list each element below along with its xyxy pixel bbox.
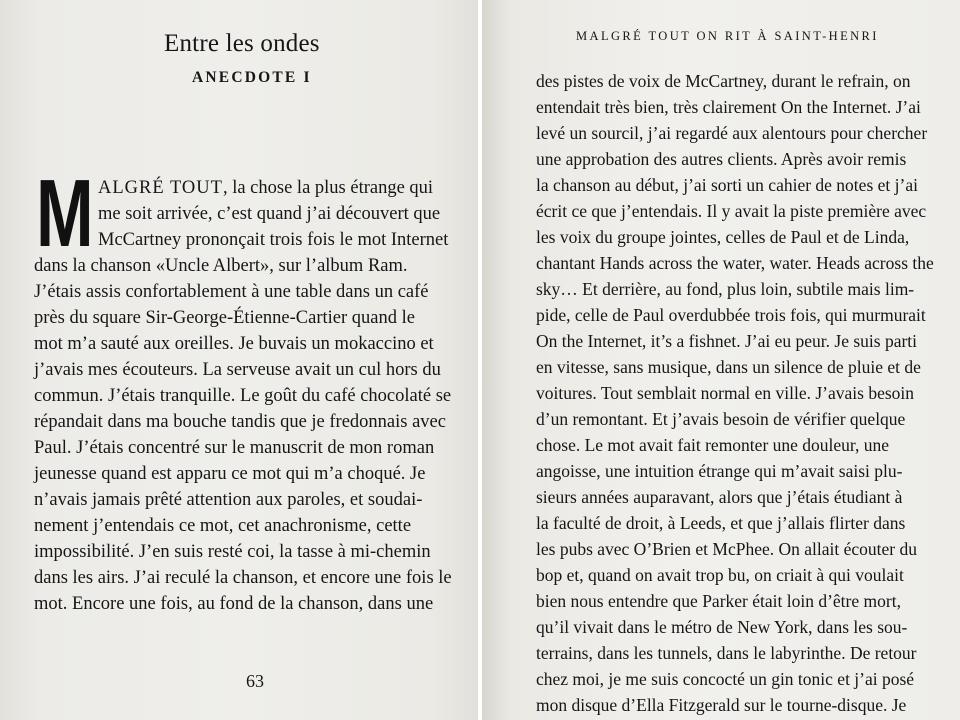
right-line-16: angoisse, une intuition étrange qui m’avait saisi plu- (536, 461, 903, 481)
right-line-14: d’un remontant. Et j’avais besoin de vérifier quelque (536, 409, 906, 429)
left-line-2: me soit arrivée, c’est quand j’ai découvert que (98, 204, 441, 224)
right-line-22: qu’il vivait dans le métro de New York, dans les sou- (536, 617, 908, 637)
right-line-12: en vitesse, sans musique, dans un silence de pluie et de (536, 357, 921, 377)
left-line-16: dans les airs. J’ai reculé la chanson, et encore une fois le (34, 568, 452, 588)
left-line-12: jeunesse quand est apparu ce mot qui m’a choqué. Je (34, 464, 426, 484)
right-line-4: une approbation des autres clients. Après avoir remis (536, 149, 907, 169)
right-line-11: On the Internet, it’s a fishnet. J’ai eu peur. Je suis parti (536, 331, 918, 351)
right-line-20: bop et, quand on avait trop bu, on criait à qui voulait (536, 565, 904, 585)
right-line-25: mon disque d’Ella Fitzgerald sur le tourne-disque. Je (536, 695, 907, 715)
left-line-15: impossibilité. J’en suis resté coi, la tasse à mi-chemin (34, 542, 431, 562)
drop-cap: M (36, 160, 94, 267)
left-line-14: nement j’entendais ce mot, cet anachronisme, cette (34, 516, 412, 536)
left-line-8: j’avais mes écouteurs. La serveuse avait un cul hors du (34, 360, 441, 380)
right-line-2: entendait très bien, très clairement On the Internet. J’ai (536, 97, 921, 117)
lead-smallcaps: ALGRÉ TOUT (98, 178, 223, 198)
right-line-15: chose. Le mot avait fait remonter une douleur, une (536, 435, 890, 455)
left-line-1-text: , la chose la plus étrange qui (222, 178, 434, 198)
right-line-10: pide, celle de Paul overdubbée trois fois, qui murmurait (536, 305, 926, 325)
right-line-6: écrit ce que j’entendais. Il y avait la piste première avec (536, 201, 927, 221)
chapter-subtitle: ANECDOTE I (192, 69, 312, 86)
right-line-13: voitures. Tout semblait normal en ville. J’avais besoin (536, 383, 915, 403)
left-line-4: dans la chanson «Uncle Albert», sur l’album Ram. (34, 256, 408, 276)
left-line-9: commun. J’étais tranquille. Le goût du café chocolaté se (34, 386, 452, 406)
right-line-19: les pubs avec O’Brien et McPhee. On allait écouter du (536, 539, 917, 559)
left-line-6: près du square Sir-George-Étienne-Cartier quand le (34, 308, 415, 328)
right-line-5: la chanson au début, j’ai sorti un cahier de notes et j’ai (536, 175, 918, 195)
right-line-18: la faculté de droit, à Leeds, et que j’allais flirter dans (536, 513, 906, 533)
left-line-10: répandait dans ma bouche tandis que je fredonnais avec (34, 412, 446, 432)
left-line-17: mot. Encore une fois, au fond de la chanson, dans une (34, 594, 434, 614)
right-line-3: levé un sourcil, j’ai regardé aux alentours pour chercher (536, 123, 928, 143)
left-line-11: Paul. J’étais concentré sur le manuscrit de mon roman (34, 438, 435, 458)
right-line-9: sky… Et derrière, au fond, plus loin, subtile mais lim- (536, 279, 915, 299)
right-line-21: bien nous entendre que Parker était loin d’être mort, (536, 591, 901, 611)
running-head: MALGRÉ TOUT ON RIT À SAINT-HENRI (576, 29, 879, 43)
right-line-8: chantant Hands across the water, water. Heads across the (536, 253, 934, 273)
left-line-1 (98, 175, 478, 201)
page-number: 63 (246, 671, 264, 691)
chapter-title: Entre les ondes (164, 30, 320, 57)
right-line-17: sieurs années auparavant, alors que j’étais étudiant à (536, 487, 903, 507)
left-line-3: McCartney prononçait trois fois le mot Internet (98, 230, 449, 250)
left-line-7: mot m’a sauté aux oreilles. Je buvais un mokaccino et (34, 334, 434, 354)
right-line-7: les voix du groupe jointes, celles de Paul et de Linda, (536, 227, 910, 247)
right-line-1: des pistes de voix de McCartney, durant le refrain, on (536, 71, 911, 91)
left-line-5: J’étais assis confortablement à une table dans un café (34, 282, 429, 302)
right-line-23: terrains, dans les tunnels, dans le labyrinthe. De retour (536, 643, 917, 663)
left-line-13: n’avais jamais prêté attention aux paroles, et soudai- (34, 490, 423, 510)
right-line-24: chez moi, je me suis concocté un gin tonic et j’ai posé (536, 669, 915, 689)
